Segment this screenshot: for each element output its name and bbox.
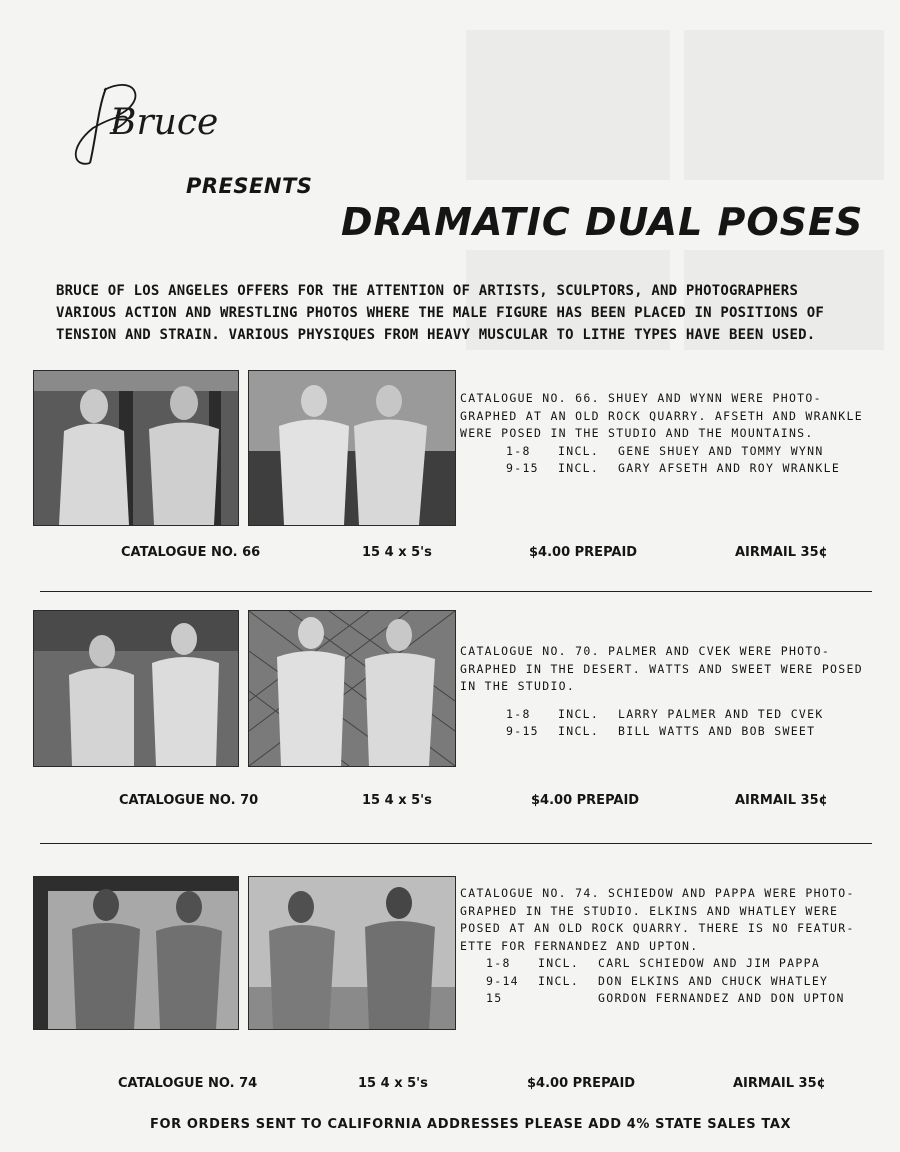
catalogue-70-price: $4.00 PREPAID — [531, 793, 640, 808]
presents-label: PRESENTS — [186, 174, 313, 198]
catalogue-66-photo-mountains — [248, 370, 456, 526]
incl-row — [460, 990, 890, 1008]
catalogue-66-airmail: AIRMAIL 35¢ — [735, 545, 828, 560]
catalogue-70-description — [460, 643, 890, 741]
incl-names: GARY AFSETH AND ROY WRANKLE — [618, 461, 841, 475]
incl-range: 9-14 — [486, 973, 519, 988]
incl-names: BILL WATTS AND BOB SWEET — [618, 724, 816, 738]
description-line: GRAPHED IN THE STUDIO. ELKINS AND WHATLEY WERE — [460, 903, 839, 918]
incl-range: 1-8 — [506, 706, 531, 721]
description-line: CATALOGUE NO. 74. SCHIEDOW AND PAPPA WERE PHOTO- — [460, 886, 855, 900]
description-line: GRAPHED IN THE DESERT. WATTS AND SWEET WERE POSED — [460, 661, 863, 676]
incl-row — [460, 706, 890, 724]
catalogue-74-count: 15 4 x 5's — [358, 1076, 428, 1091]
incl-range: 15 — [486, 991, 503, 1005]
incl-row — [460, 723, 890, 741]
intro-paragraph — [56, 280, 846, 346]
incl-word: INCL. — [538, 973, 580, 988]
incl-names: GENE SHUEY AND TOMMY WYNN — [618, 443, 824, 458]
catalogue-70-photo-desert — [33, 610, 239, 767]
incl-names: GORDON FERNANDEZ AND DON UPTON — [598, 991, 845, 1005]
bleed-through-photo — [466, 30, 670, 180]
catalogue-74-airmail: AIRMAIL 35¢ — [733, 1076, 826, 1091]
description-line: CATALOGUE NO. 66. SHUEY AND WYNN WERE PHOTO- — [460, 391, 822, 405]
catalogue-66-label: CATALOGUE NO. 66 — [121, 545, 261, 560]
catalogue-66-description — [460, 390, 890, 478]
incl-word: INCL. — [558, 461, 600, 475]
incl-range: 1-8 — [486, 956, 511, 970]
incl-range: 9-15 — [506, 461, 539, 475]
catalogue-66-price: $4.00 PREPAID — [529, 545, 638, 560]
bleed-through-photo — [684, 30, 884, 180]
incl-row — [460, 460, 890, 478]
intro-line: TENSION AND STRAIN. VARIOUS PHYSIQUES FROM HEAVY MUSCULAR TO LITHE TYPES HAVE BEEN USED. — [56, 327, 816, 343]
incl-word: INCL. — [558, 706, 600, 721]
incl-row — [460, 973, 890, 991]
catalogue-66-photo-quarry — [33, 370, 239, 526]
catalogue-74-price: $4.00 PREPAID — [527, 1076, 636, 1091]
incl-word: INCL. — [538, 956, 580, 970]
description-line: POSED AT AN OLD ROCK QUARRY. THERE IS NO FEATUR- — [460, 921, 855, 935]
catalogue-74-description — [460, 885, 890, 1008]
catalogue-70-label: CATALOGUE NO. 70 — [119, 793, 259, 808]
incl-names: CARL SCHIEDOW AND JIM PAPPA — [598, 956, 821, 970]
incl-row — [460, 443, 890, 461]
intro-line: VARIOUS ACTION AND WRESTLING PHOTOS WHERE THE MALE FIGURE HAS BEEN PLACED IN POSITIONS OF — [56, 305, 824, 321]
catalogue-66-count: 15 4 x 5's — [362, 545, 432, 560]
incl-names: DON ELKINS AND CHUCK WHATLEY — [598, 973, 829, 988]
incl-range: 9-15 — [506, 724, 539, 738]
description-line: GRAPHED AT AN OLD ROCK QUARRY. AFSETH AND WRANKLE — [460, 408, 863, 423]
catalogue-70-photo-studio — [248, 610, 456, 767]
incl-word: INCL. — [558, 443, 600, 458]
description-line: WERE POSED IN THE STUDIO AND THE MOUNTAINS. — [460, 426, 814, 440]
catalogue-70-airmail: AIRMAIL 35¢ — [735, 793, 828, 808]
incl-row — [460, 955, 890, 973]
catalogue-74-photo-studio — [33, 876, 239, 1030]
catalogue-74-label: CATALOGUE NO. 74 — [118, 1076, 258, 1091]
bruce-logo — [68, 68, 238, 178]
incl-word: INCL. — [558, 724, 600, 738]
sales-tax-note: FOR ORDERS SENT TO CALIFORNIA ADDRESSES PLEASE ADD 4% STATE SALES TAX — [150, 1117, 792, 1132]
catalogue-70-count: 15 4 x 5's — [362, 793, 432, 808]
intro-line: BRUCE OF LOS ANGELES OFFERS FOR THE ATTENTION OF ARTISTS, SCULPTORS, AND PHOTOGRAPHERS — [56, 283, 799, 299]
logo-text: Bruce — [110, 102, 219, 143]
description-line: IN THE STUDIO. — [460, 679, 576, 693]
description-line: CATALOGUE NO. 70. PALMER AND CVEK WERE PHOTO- — [460, 644, 831, 658]
incl-range: 1-8 — [506, 443, 531, 458]
description-line: ETTE FOR FERNANDEZ AND UPTON. — [460, 938, 699, 953]
section-divider — [40, 591, 872, 592]
section-divider — [40, 843, 872, 844]
catalogue-74-photo-quarry — [248, 876, 456, 1030]
incl-names: LARRY PALMER AND TED CVEK — [618, 706, 824, 721]
headline: DRAMATIC DUAL POSES — [341, 200, 864, 244]
